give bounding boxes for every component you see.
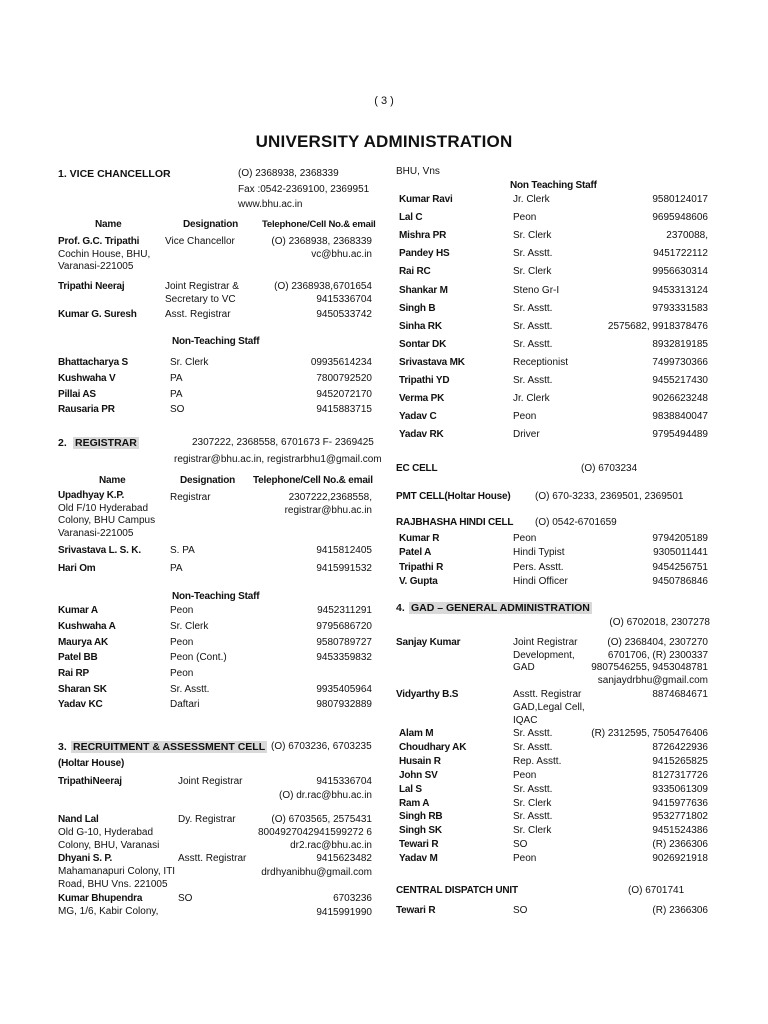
staff-phone: 7800792520 — [316, 373, 372, 384]
staff-name: Nand Lal — [58, 814, 99, 825]
staff-designation: SO — [513, 839, 528, 851]
staff-phone: 9807932889 — [316, 699, 372, 710]
staff-phone: (O) 2368938, 2368339 — [271, 236, 372, 247]
staff-designation: Hindi Typist — [513, 547, 565, 559]
section-heading — [409, 602, 592, 614]
section-heading-text: REGISTRAR — [75, 437, 137, 449]
staff-designation: S. PA — [170, 545, 195, 556]
vc-fax: Fax :0542-2369100, 2369951 — [238, 184, 370, 195]
staff-name: Tewari R — [396, 905, 436, 916]
staff-name: Singh SK — [399, 825, 442, 837]
section-heading — [73, 437, 139, 449]
staff-phone: 9415883715 — [316, 404, 372, 415]
staff-designation: Joint Registrar & — [165, 281, 239, 292]
dispatch-unit-phone: (O) 6701741 — [628, 885, 685, 896]
staff-name: Srivastava L. S. K. — [58, 545, 141, 556]
staff-phone: 9794205189 — [652, 533, 708, 544]
staff-phone: 9795686720 — [316, 621, 372, 632]
section-number: 4. — [396, 602, 405, 614]
staff-name: Tripathi YD — [399, 375, 450, 386]
section-heading-text: RECRUITMENT & ASSESSMENT CELL — [73, 741, 266, 753]
staff-phone: (O) 6703565, 2575431 — [271, 814, 372, 825]
staff-name: TripathiNeeraj — [58, 776, 122, 787]
staff-designation: Joint Registrar — [178, 776, 243, 787]
pmt-cell-label: PMT CELL(Holtar House) — [396, 491, 511, 502]
section-heading: 1. VICE CHANCELLOR — [58, 168, 171, 180]
staff-designation: Sr. Clerk — [513, 825, 552, 837]
staff-designation: Peon — [170, 637, 194, 648]
staff-phone: 9415336704 — [316, 776, 372, 787]
staff-phone: 09935614234 — [310, 357, 372, 368]
staff-phone: 9956630314 — [652, 266, 708, 278]
staff-phone: 9807546255, 9453048781 — [591, 662, 708, 673]
vc-website: www.bhu.ac.in — [238, 199, 303, 210]
staff-phone: 9026623248 — [652, 393, 708, 405]
staff-phone: 9580789727 — [316, 637, 372, 648]
staff-designation: Registrar — [170, 492, 211, 503]
staff-designation: Peon — [170, 605, 194, 616]
column-header-telephone: Telephone/Cell No.& email — [262, 219, 376, 230]
staff-phone: (R) 2366306 — [652, 839, 708, 851]
staff-phone: 9453313124 — [652, 284, 708, 296]
staff-phone: 8874684671 — [652, 689, 708, 700]
staff-name: Pandey HS — [399, 248, 450, 260]
staff-designation: Peon — [513, 411, 537, 423]
column-header-telephone: Telephone/Cell No.& email — [253, 475, 373, 486]
staff-name: V. Gupta — [399, 575, 438, 587]
subsection-heading: Non Teaching Staff — [510, 180, 597, 191]
staff-phone: 9455217430 — [652, 375, 708, 386]
staff-designation: Sr. Clerk — [170, 357, 209, 368]
staff-designation: SO — [513, 905, 528, 916]
section-subtitle: (Holtar House) — [58, 758, 125, 769]
page-title: UNIVERSITY ADMINISTRATION — [255, 132, 513, 151]
staff-name: Vidyarthy B.S — [396, 689, 459, 700]
staff-phone: 9415812405 — [316, 545, 372, 556]
subsection-heading: Non-Teaching Staff — [172, 591, 260, 602]
staff-name: Sinha RK — [399, 320, 442, 332]
staff-designation: Sr. Clerk — [513, 266, 552, 278]
vc-phone: (O) 2368938, 2368339 — [238, 168, 339, 179]
staff-designation: Peon — [513, 533, 537, 544]
staff-name: Verma PK — [399, 393, 445, 405]
staff-designation: Sr. Asstt. — [513, 320, 553, 332]
staff-name: Rai RP — [58, 668, 90, 679]
staff-designation: Secretary to VC — [165, 294, 236, 305]
staff-name: Yadav KC — [58, 699, 103, 710]
staff-name: Kumar G. Suresh — [58, 309, 137, 320]
section-heading — [71, 741, 267, 753]
staff-address: Colony, BHU, Varanasi — [58, 840, 160, 851]
staff-designation: Rep. Asstt. — [513, 755, 562, 767]
staff-phone: (R) 2312595, 7505476406 — [591, 728, 708, 739]
staff-address: MG, 1/6, Kabir Colony, — [58, 906, 159, 917]
staff-phone: 2307222,2368558, — [288, 492, 372, 503]
staff-designation: Sr. Asstt. — [513, 375, 553, 386]
staff-designation: Sr. Asstt. — [513, 728, 553, 739]
staff-phone: (O) 2368938,6701654 — [274, 281, 372, 292]
staff-name: Pillai AS — [58, 389, 96, 400]
staff-email: vc@bhu.ac.in — [311, 249, 372, 260]
staff-phone: 9793331583 — [652, 302, 708, 314]
staff-name: Yadav C — [399, 411, 437, 423]
staff-designation: Sr. Clerk — [513, 797, 552, 809]
staff-address: Varanasi-221005 — [58, 528, 134, 539]
staff-name: Hari Om — [58, 563, 96, 574]
staff-phone: 9415991532 — [316, 563, 372, 574]
column-header-name: Name — [99, 475, 126, 486]
page-number: ( 3 ) — [374, 95, 394, 107]
staff-designation: Asst. Registrar — [165, 309, 231, 320]
staff-designation: Receptionist — [513, 356, 569, 368]
staff-designation: SO — [178, 893, 193, 904]
staff-designation: Sr. Asstt. — [170, 684, 210, 695]
staff-designation: Driver — [513, 429, 540, 441]
staff-phone: 9795494489 — [652, 429, 708, 441]
staff-name: Upadhyay K.P. — [58, 490, 125, 501]
staff-name: Alam M — [399, 728, 434, 739]
staff-phone: 8932819185 — [652, 338, 708, 350]
staff-designation: IQAC — [513, 715, 538, 726]
staff-phone: 9453359832 — [316, 652, 372, 663]
staff-name: Yadav RK — [399, 429, 444, 441]
staff-name: Prof. G.C. Tripathi — [58, 236, 140, 247]
staff-phone: 9452311291 — [317, 605, 372, 616]
staff-designation: Asstt. Registrar — [178, 853, 247, 864]
staff-address: Mahamanapuri Colony, ITI — [58, 866, 176, 877]
staff-phone: 9580124017 — [652, 194, 708, 205]
staff-phone: 9335061309 — [652, 783, 708, 795]
staff-phone: 9415336704 — [316, 294, 372, 305]
staff-phone: 9451722112 — [653, 248, 708, 260]
staff-designation: Peon — [170, 668, 194, 679]
staff-email: dr2.rac@bhu.ac.in — [290, 840, 372, 851]
staff-address: Old F/10 Hyderabad — [58, 503, 149, 514]
staff-phone: 9532771802 — [652, 811, 708, 823]
staff-phone: 9450533742 — [316, 309, 372, 320]
staff-name: Patel A — [399, 547, 432, 559]
staff-email: registrar@bhu.ac.in — [284, 505, 372, 516]
staff-name: Rausaria PR — [58, 404, 115, 415]
dispatch-unit-label: CENTRAL DISPATCH UNIT — [396, 885, 518, 896]
staff-phone: 2370088, — [666, 230, 708, 242]
staff-designation: Hindi Officer — [513, 575, 568, 587]
staff-designation: Jr. Clerk — [513, 194, 550, 205]
staff-name: Shankar M — [399, 284, 448, 296]
section-number: 2. — [58, 437, 67, 449]
staff-phone: 2575682, 9918378476 — [607, 320, 708, 332]
staff-name: Sharan SK — [58, 684, 107, 695]
staff-phone: 9415265825 — [652, 755, 708, 767]
staff-name: Lal S — [399, 783, 422, 795]
staff-designation: Joint Registrar — [513, 637, 578, 648]
staff-name: Kumar Ravi — [399, 194, 453, 205]
ec-cell-phone: (O) 6703234 — [581, 463, 638, 474]
staff-name: Choudhary AK — [399, 741, 467, 753]
staff-phone: 9415991990 — [316, 907, 372, 918]
staff-designation: Peon (Cont.) — [170, 652, 227, 663]
staff-designation: Peon — [513, 769, 537, 781]
staff-designation: Sr. Clerk — [170, 621, 209, 632]
staff-name: John SV — [399, 769, 438, 781]
staff-designation: Daftari — [170, 699, 200, 710]
section-number: 3. — [58, 741, 67, 753]
ec-cell-label: EC CELL — [396, 463, 438, 474]
staff-designation: Jr. Clerk — [513, 393, 550, 405]
staff-designation: Sr. Clerk — [513, 230, 552, 242]
staff-name: Kushwaha V — [58, 373, 116, 384]
staff-designation: Peon — [513, 212, 537, 224]
registrar-email: registrar@bhu.ac.in, registrarbhu1@gmail.com — [174, 454, 382, 465]
registrar-phone: 2307222, 2368558, 6701673 F- 2369425 — [192, 437, 374, 448]
staff-phone: 6703236 — [333, 893, 372, 904]
staff-name: Ram A — [399, 797, 430, 809]
column-header-designation: Designation — [183, 219, 239, 230]
staff-address: Varanasi-221005 — [58, 261, 134, 272]
staff-name: Patel BB — [58, 652, 98, 663]
staff-designation: SO — [170, 404, 185, 415]
staff-name: Kumar R — [399, 533, 440, 544]
column-header-name: Name — [95, 219, 122, 230]
staff-name: Tewari R — [399, 839, 439, 851]
staff-designation: Pers. Asstt. — [513, 561, 564, 573]
staff-email: sanjaydrbhu@gmail.com — [597, 675, 708, 686]
staff-designation: Vice Chancellor — [165, 236, 235, 247]
staff-phone: 9454256751 — [652, 561, 708, 573]
staff-designation: Peon — [513, 853, 537, 865]
staff-designation: PA — [170, 373, 183, 384]
pmt-cell-phone: (O) 670-3233, 2369501, 2369501 — [535, 491, 684, 502]
staff-phone: 9415977636 — [652, 797, 708, 809]
staff-name: Lal C — [399, 212, 423, 224]
staff-name: Kushwaha A — [58, 621, 116, 632]
staff-designation: Sr. Asstt. — [513, 811, 553, 823]
staff-name: Tripathi R — [399, 561, 444, 573]
staff-phone: 6701706, (R) 2300337 — [607, 650, 708, 661]
hindi-cell-phone: (O) 0542-6701659 — [535, 517, 617, 528]
staff-designation: GAD — [513, 662, 535, 673]
gad-phone: (O) 6702018, 2307278 — [609, 617, 710, 628]
staff-name: Kumar Bhupendra — [58, 893, 143, 904]
staff-designation: Development, — [513, 650, 575, 661]
staff-phone: 9695948606 — [652, 212, 708, 224]
section-heading-text: GAD – GENERAL ADMINISTRATION — [411, 602, 590, 614]
staff-phone: 9451524386 — [652, 825, 708, 837]
staff-name: Dhyani S. P. — [58, 853, 113, 864]
rac-phone: (O) 6703236, 6703235 — [271, 741, 372, 752]
staff-phone: 8127317726 — [652, 769, 708, 781]
staff-designation: Sr. Asstt. — [513, 783, 553, 795]
staff-name: Maurya AK — [58, 637, 109, 648]
column-header-designation: Designation — [180, 475, 236, 486]
staff-designation: PA — [170, 389, 183, 400]
staff-address: Cochin House, BHU, — [58, 249, 151, 260]
staff-name: Tripathi Neeraj — [58, 281, 125, 292]
staff-name: Rai RC — [399, 266, 431, 278]
staff-phone: (R) 2366306 — [652, 905, 708, 916]
staff-name: Singh RB — [399, 811, 443, 823]
staff-designation: Steno Gr-I — [513, 284, 560, 296]
staff-phone: 8726422936 — [652, 741, 708, 753]
staff-phone: 9415623482 — [316, 853, 372, 864]
staff-email: (O) dr.rac@bhu.ac.in — [279, 790, 372, 801]
staff-name: Singh B — [399, 302, 436, 314]
staff-designation: Sr. Asstt. — [513, 302, 553, 314]
staff-designation: Sr. Asstt. — [513, 338, 553, 350]
staff-designation: GAD,Legal Cell, — [513, 702, 585, 713]
staff-name: Yadav M — [399, 853, 438, 865]
staff-address: Road, BHU Vns. 221005 — [58, 879, 168, 890]
staff-name: Sontar DK — [399, 338, 447, 350]
staff-phone: 9935405964 — [316, 684, 372, 695]
staff-name: Mishra PR — [399, 230, 447, 242]
staff-designation: Dy. Registrar — [178, 814, 236, 825]
staff-email: drdhyanibhu@gmail.com — [261, 867, 372, 878]
staff-name: Srivastava MK — [399, 356, 465, 368]
staff-designation: PA — [170, 563, 183, 574]
staff-phone: 9026921918 — [652, 853, 708, 865]
staff-phone: 7499730366 — [652, 356, 708, 368]
subsection-heading: Non-Teaching Staff — [172, 336, 260, 347]
staff-designation: Sr. Asstt. — [513, 248, 553, 260]
staff-phone: (O) 2368404, 2307270 — [607, 637, 708, 648]
staff-phone: 9452072170 — [316, 389, 372, 400]
staff-designation: Sr. Asstt. — [513, 741, 553, 753]
staff-phone: 9450786846 — [652, 575, 708, 587]
staff-phone: 9305011441 — [653, 547, 708, 559]
staff-phone: 9838840047 — [652, 411, 708, 423]
hindi-cell-label: RAJBHASHA HINDI CELL — [396, 517, 514, 528]
staff-name: Sanjay Kumar — [396, 637, 461, 648]
staff-address: Old G-10, Hyderabad — [58, 827, 154, 838]
staff-address: Colony, BHU Campus — [58, 515, 156, 526]
staff-designation: Asstt. Registrar — [513, 689, 582, 700]
staff-name: Bhattacharya S — [58, 357, 129, 368]
continued-address: BHU, Vns — [396, 166, 440, 177]
staff-phone: 8004927042941599272 6 — [257, 827, 372, 838]
staff-name: Kumar A — [58, 605, 98, 616]
staff-name: Husain R — [399, 755, 441, 767]
